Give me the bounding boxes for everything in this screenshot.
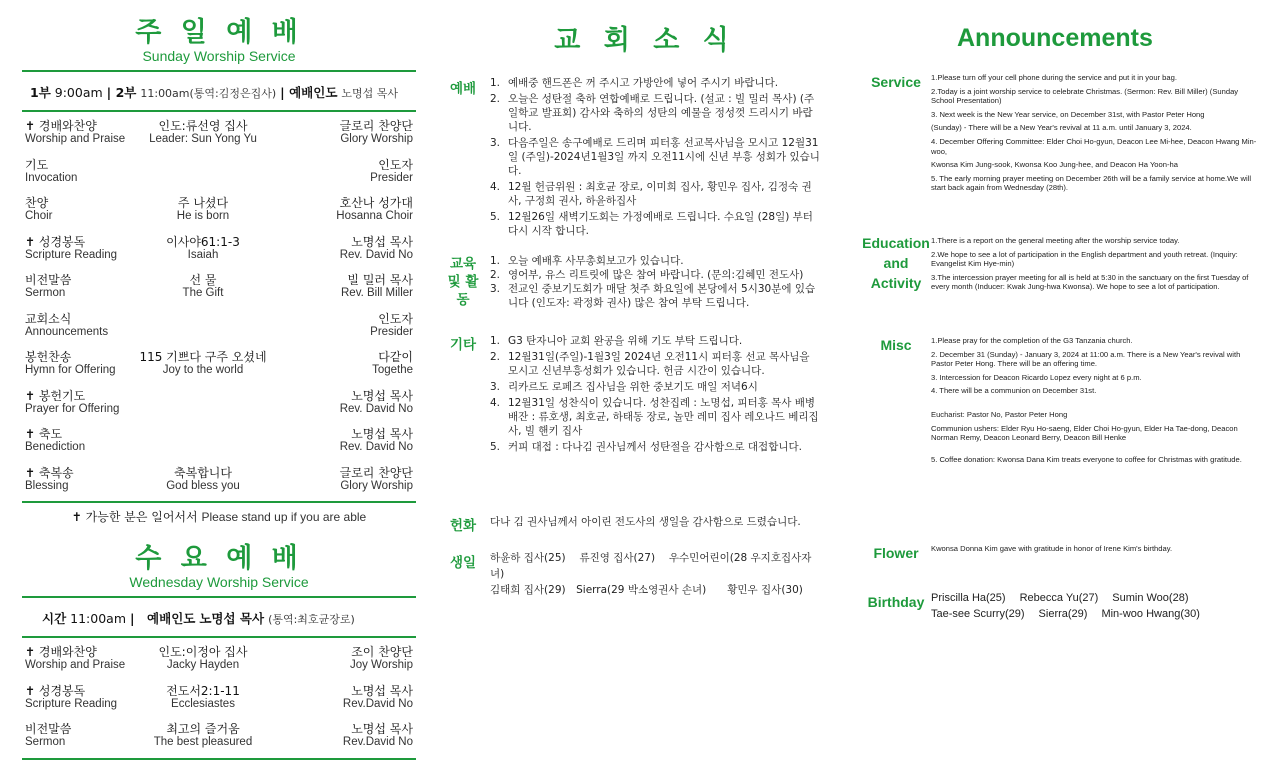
news-edu-list — [490, 254, 820, 310]
misc-list — [931, 336, 1257, 468]
flower-label: Flower — [873, 545, 919, 561]
detail-ko: 축복합니다 — [174, 465, 232, 480]
order-detail — [22, 646, 384, 672]
detail-en: God bless you — [166, 479, 240, 492]
flower-text: Kwonsa Donna Kim gave with gratitude in honor of Irene Kim's birthday. — [931, 544, 1173, 553]
announcement-item: Kwonsa Kim Jung-sook, Kwonsa Koo Jung-hee, and Deacon Ha Yoon-ha — [931, 160, 1178, 170]
time-1: 9:00am — [54, 85, 103, 100]
order-detail — [22, 685, 384, 711]
announcement-item: 3.The intercession prayer meeting for all is held at 5:30 in the sanctuary on the first Tuesday of every month (Inducer: Kwak Jung-hwa Kwonsa). We hope to see a lot of participation. — [931, 272, 1249, 292]
item-en: Prayer for Offering — [25, 402, 120, 415]
news-item — [490, 396, 820, 438]
item-en: Choir — [25, 210, 53, 222]
order-item — [25, 428, 85, 454]
news-item — [490, 440, 820, 454]
announcement-item: 1.Please pray for the completion of the G3 Tanzania church. — [931, 336, 1133, 345]
announcement-item: 3. Next week is the New Year service, on December 31st, with Pastor Peter Hong — [931, 109, 1205, 119]
order-row — [22, 313, 416, 352]
detail-ko: 전도서2:1-11 — [166, 683, 240, 698]
item-en: Scripture Reading — [25, 697, 118, 710]
detail-ko: 이사야61:1-3 — [166, 234, 240, 249]
detail-ko: 최고의 즐거움 — [166, 722, 240, 736]
birthday-row-1 — [931, 591, 1202, 606]
announcement-item: 1.There is a report on the general meeting after the worship service today. — [931, 236, 1180, 245]
order-presider — [341, 274, 413, 300]
divider — [22, 110, 416, 112]
item-text: 12월31일(주일)-1월3일 2024년 오전11시 피터홍 선교 목사님을 모시고 신년부흥성회가 있습니다. 헌금 시간이 있습니다. — [508, 351, 810, 377]
item-ko: 봉헌찬송 — [25, 350, 72, 364]
presider-en: Rev. David No — [339, 441, 413, 453]
birthday-name: Sumin Woo(28) — [1112, 592, 1189, 604]
presider-ko: 노명섭 목사 — [351, 388, 413, 403]
order-row — [22, 120, 416, 159]
birthday-name: Tae-see Scurry(29) — [931, 608, 1025, 620]
presider-en: Rev.David No — [342, 697, 413, 710]
detail-en: Isaiah — [187, 248, 219, 261]
order-presider — [340, 120, 413, 146]
presider-en: Glory Worship — [340, 133, 413, 145]
service-list — [931, 73, 1257, 197]
item-ko: 교회소식 — [25, 311, 72, 326]
presider-ko: 노명섭 목사 — [351, 427, 413, 441]
item-text: 12월26일 새벽기도회는 가정예배로 드립니다. 수요일 (28일) 부터 다시 시작 합니다. — [508, 211, 813, 237]
news-item — [490, 210, 820, 238]
order-item — [25, 313, 108, 339]
news-birthday-list — [490, 550, 820, 598]
item-ko: 기도 — [25, 157, 49, 172]
item-en: Scripture Reading — [25, 248, 118, 261]
misc-items — [931, 336, 1257, 396]
announcement-item: 2.We hope to see a lot of participation in the English department and youth retreat. (Inquiry: Evangelist Kim Hye-min) — [931, 249, 1238, 269]
order-presider — [370, 313, 413, 339]
presider-ko: 빌 밀러 목사 — [347, 273, 413, 287]
presider-en: Presider — [370, 171, 413, 184]
item-text: 전교인 중보기도회가 매달 첫주 화요일에 본당에서 5시30분에 있습니다 (인도자: 곽정화 권사) 많은 참여 부탁 드립니다. — [508, 283, 816, 309]
presider-ko: 노명섭 목사 — [351, 234, 413, 249]
news-misc-label: 기타 — [449, 337, 477, 353]
presider-ko: 노명섭 목사 — [351, 722, 413, 736]
announcement-item: (Sunday) - There will be a New Year's revival at 11 a.m. until January 3, 2024. — [931, 123, 1192, 133]
item-ko: ✝ 축복송 — [25, 465, 74, 480]
detail-en: Leader: Sun Yong Yu — [149, 133, 257, 145]
news-misc-list — [490, 334, 820, 456]
birthday-name: Rebecca Yu(27) — [1019, 592, 1099, 604]
sunday-title: 주 일 예 배 — [135, 17, 303, 48]
birthday-name: Min-woo Hwang(30) — [1101, 608, 1200, 620]
education-label-1: Education — [862, 235, 930, 251]
presider-ko: 다같이 — [378, 350, 413, 364]
detail-ko: 선 물 — [189, 273, 217, 287]
order-presider — [340, 390, 413, 416]
item-ko: ✝ 경배와찬양 — [25, 645, 97, 659]
announcement-item: 1.Please turn off your cell phone during the service and put it in your bag. — [931, 73, 1177, 82]
detail-ko: 인도:류선영 집사 — [158, 119, 248, 133]
wed-leader-label: | 예배인도 — [129, 611, 196, 626]
coffee-text: 5. Coffee donation: Kwonsa Dana Kim treats everyone to coffee for Christmas with gratitude. — [931, 454, 1242, 464]
presider-en: Togethe — [372, 364, 413, 376]
presider-en: Rev. Bill Miller — [341, 287, 413, 299]
leader: 노명섭 목사 — [341, 87, 399, 100]
item-en: Sermon — [25, 287, 66, 299]
time-2-label: | 2부 — [106, 85, 137, 100]
order-detail — [22, 197, 384, 223]
order-detail — [22, 723, 384, 749]
item-ko: ✝ 성경봉독 — [25, 234, 86, 249]
item-ko: ✝ 경배와찬양 — [25, 119, 97, 133]
order-detail — [22, 351, 384, 377]
presider-en: Rev. David No — [339, 248, 413, 261]
wed-interp: (통역:최호균장로) — [268, 613, 355, 626]
news-item — [490, 350, 820, 378]
item-number: 5. — [490, 441, 501, 453]
news-item — [490, 180, 820, 208]
wed-time-label: 시간 — [42, 611, 67, 626]
sunday-order-list — [22, 120, 416, 505]
item-text: 영어부, 유스 리트릿에 많은 참여 바랍니다. (문의:김혜민 전도사) — [508, 269, 804, 281]
order-presider — [340, 467, 413, 493]
divider — [22, 636, 416, 638]
birthday-name: Sierra(29) — [1038, 608, 1088, 620]
news-column — [440, 18, 830, 596]
worship-column — [22, 18, 416, 760]
detail-en: The best pleasured — [153, 736, 253, 748]
item-text: 오늘은 성탄절 축하 연합예배로 드립니다. (설교 : 빌 밀러 목사) (주일학교 발표회) 감사와 축하의 성탄의 예물을 정성껏 드리시기 바랍니다. — [508, 93, 815, 133]
order-presider — [350, 646, 413, 672]
announcement-item: 3. Intercession for Deacon Ricardo Lopez every night at 6 p.m. — [931, 372, 1142, 382]
order-presider — [343, 685, 413, 711]
item-number: 5. — [490, 211, 501, 223]
detail-en: Ecclesiastes — [171, 697, 235, 710]
announcement-item: 4. December Offering Committee: Elder Choi Ho-gyun, Deacon Lee Mi-hee, Deacon Hwang Min-woo, — [931, 136, 1257, 156]
time-1-label: 1부 — [30, 85, 51, 100]
order-row — [22, 467, 416, 506]
wednesday-time-row — [22, 598, 416, 636]
item-text: 커피 대접 : 다나김 권사님께서 성탄절을 감사함으로 대접합니다. — [508, 441, 802, 453]
detail-en: Joy to the world — [162, 364, 244, 376]
announcement-item: 2.Today is a joint worship service to celebrate Christmas. (Sermon: Rev. Bill Miller) (Sunday School Presentation) — [931, 86, 1239, 106]
presider-ko: 노명섭 목사 — [351, 683, 413, 698]
order-item — [25, 390, 119, 416]
item-ko: 찬양 — [25, 196, 49, 210]
order-row — [22, 428, 416, 467]
item-text: 리카르도 로페즈 집사님을 위한 중보기도 매일 저녁6시 — [508, 381, 758, 393]
detail-en: He is born — [176, 210, 230, 222]
birthday-name: Priscilla Ha(25) — [931, 592, 1006, 604]
item-number: 2. — [490, 269, 501, 281]
news-item — [490, 282, 820, 310]
item-number: 2. — [490, 351, 501, 363]
item-en: Announcements — [25, 325, 109, 338]
detail-en: Jacky Hayden — [166, 659, 240, 671]
misc-label: Misc — [880, 337, 912, 353]
item-text: 12월31일 성찬식이 있습니다. 성찬집례 : 노명섭, 피터홍 목사 배병배잔 : 류호생, 최호균, 하태동 장로, 놀만 레미 집사 레오나드 베리집사, 빌 핸키 집사 — [508, 397, 819, 437]
news-item — [490, 254, 820, 268]
sunday-time-row — [22, 72, 416, 110]
news-flower-label: 헌화 — [449, 518, 477, 534]
order-presider — [343, 723, 413, 749]
item-ko: ✝ 성경봉독 — [25, 683, 86, 698]
news-worship-list — [490, 76, 820, 240]
wednesday-subtitle: Wednesday Worship Service — [129, 574, 309, 590]
announcement-item: 2. December 31 (Sunday) - January 3, 2024 at 11:00 a.m. There is a New Year's revival with Pastor Peter Hong. There will be an offering time. — [931, 349, 1241, 369]
wed-leader: 노명섭 목사 — [199, 611, 265, 626]
time-2: 11:00am(통역:김정은집사) — [140, 87, 277, 100]
order-row — [22, 274, 416, 313]
order-row — [22, 646, 416, 685]
detail-en: The Gift — [182, 287, 224, 299]
item-number: 3. — [490, 381, 501, 393]
presider-ko: 호산나 성가대 — [339, 196, 413, 210]
item-ko: ✝ 봉헌기도 — [25, 388, 86, 403]
order-row — [22, 390, 416, 429]
detail-ko: 인도:이정아 집사 — [158, 645, 248, 659]
item-text: 12월 헌금위원 : 최호균 장로, 이미희 집사, 황민우 집사, 김정숙 권사, 구정희 권사, 하윤하집사 — [508, 181, 812, 207]
presider-ko: 조이 찬양단 — [351, 645, 413, 659]
service-label: Service — [871, 74, 921, 90]
item-text: 오늘 예배후 사무총회보고가 있습니다. — [508, 255, 684, 267]
news-item — [490, 92, 820, 134]
order-row — [22, 159, 416, 198]
item-number: 1. — [490, 255, 501, 267]
presider-ko: 글로리 찬양단 — [339, 119, 413, 133]
presider-en: Presider — [370, 325, 413, 338]
item-number: 3. — [490, 283, 501, 295]
education-list — [931, 236, 1257, 296]
order-detail — [22, 274, 384, 300]
order-presider — [336, 197, 413, 223]
presider-en: Joy Worship — [349, 659, 413, 671]
item-number: 4. — [490, 181, 501, 193]
item-ko: ✝ 축도 — [25, 427, 63, 441]
wednesday-title: 수 요 예 배 — [135, 543, 303, 574]
note-ko: ✝ 가능한 분은 일어서서 — [71, 510, 198, 524]
order-row — [22, 351, 416, 390]
presider-ko: 인도자 — [378, 157, 413, 172]
item-text: G3 탄자니아 교회 완공을 위해 기도 부탁 드립니다. — [508, 335, 743, 347]
item-en: Invocation — [25, 171, 78, 184]
news-flower-text: 다나 김 권사님께서 아이린 전도사의 생일을 감사함으로 드렸습니다. — [490, 516, 801, 528]
news-worship-label: 예배 — [449, 81, 477, 97]
presider-en: Rev.David No — [342, 736, 413, 748]
birthday-label: Birthday — [867, 594, 925, 610]
news-edu-label: 교육 및 활동 — [447, 256, 479, 308]
announcement-item: 5. The early morning prayer meeting on December 26th will be a family service at home.We will start back again from Wednesday (28th). — [931, 173, 1252, 193]
item-number: 3. — [490, 137, 501, 149]
item-number: 1. — [490, 335, 501, 347]
item-ko: 비전말씀 — [25, 722, 72, 736]
item-number: 4. — [490, 397, 501, 409]
eucharist-text: Eucharist: Pastor No, Pastor Peter Hong — [931, 409, 1068, 419]
item-en: Worship and Praise — [25, 659, 126, 671]
education-label-3: Activity — [870, 275, 922, 291]
order-row — [22, 236, 416, 275]
education-label — [862, 233, 930, 293]
item-en: Blessing — [25, 479, 69, 492]
order-presider — [372, 351, 413, 377]
news-item — [490, 380, 820, 394]
order-detail — [22, 120, 384, 146]
item-text: 예배중 핸드폰은 꺼 주시고 가방안에 넣어 주시기 바랍니다. — [508, 77, 779, 89]
order-detail — [22, 236, 384, 262]
news-item — [490, 76, 820, 90]
order-row — [22, 197, 416, 236]
news-item — [490, 136, 820, 178]
detail-ko: 주 나셨다 — [177, 196, 229, 210]
news-birthday-label: 생일 — [449, 555, 477, 571]
note-en: Please stand up if you are able — [201, 510, 367, 524]
stand-note — [22, 503, 416, 530]
item-number: 2. — [490, 93, 501, 105]
education-label-2: and — [883, 255, 909, 271]
item-text: 다음주일은 송구예배로 드리며 피터홍 선교목사님을 모시고 12월31일 (주일)-2024년1월3일 까지 오전11시에 신년 부흥 성회가 있습니다. — [508, 137, 820, 177]
wednesday-order-list — [22, 646, 416, 762]
order-row — [22, 723, 416, 762]
order-item — [25, 159, 77, 185]
sunday-subtitle: Sunday Worship Service — [142, 48, 296, 64]
announcement-item: 4. There will be a communion on December 31st. — [931, 386, 1097, 396]
news-item — [490, 268, 820, 282]
item-en: Benediction — [25, 441, 86, 453]
wed-time: 11:00am — [70, 611, 126, 626]
order-row — [22, 685, 416, 724]
presider-en: Glory Worship — [340, 479, 413, 492]
birthday-line-2: 김태희 집사(29) Sierra(29 박소영권사 손녀) 황민우 집사(30) — [490, 584, 803, 596]
news-item — [490, 334, 820, 348]
birthday-line-1: 하윤하 집사(25) 류진영 집사(27) 우수민어린이(28 우지호집사자녀) — [490, 552, 812, 580]
detail-ko: 115 기쁘다 구주 오셨네 — [139, 350, 267, 364]
order-presider — [370, 159, 413, 185]
presider-en: Rev. David No — [339, 402, 413, 415]
presider-ko: 인도자 — [378, 311, 413, 326]
presider-ko: 글로리 찬양단 — [339, 465, 413, 480]
birthday-row-2 — [931, 607, 1214, 622]
announcements-title: Announcements — [957, 24, 1153, 52]
ushers-text: Communion ushers: Elder Ryu Ho-saeng, Elder Choi Ho-gyun, Elder Ha Tae-dong, Deacon Norman Remy, Deacon Leonard Berry, Deacon Bill Henke — [931, 423, 1238, 443]
order-presider — [340, 236, 413, 262]
item-en: Sermon — [25, 736, 66, 748]
order-presider — [340, 428, 413, 454]
item-ko: 비전말씀 — [25, 273, 72, 287]
item-en: Worship and Praise — [25, 133, 126, 145]
order-detail — [22, 467, 384, 493]
item-number: 1. — [490, 77, 501, 89]
news-title: 교 회 소 식 — [554, 25, 736, 56]
leader-label: | 예배인도 — [280, 85, 338, 100]
presider-en: Hosanna Choir — [336, 210, 413, 222]
item-en: Hymn for Offering — [25, 364, 116, 376]
